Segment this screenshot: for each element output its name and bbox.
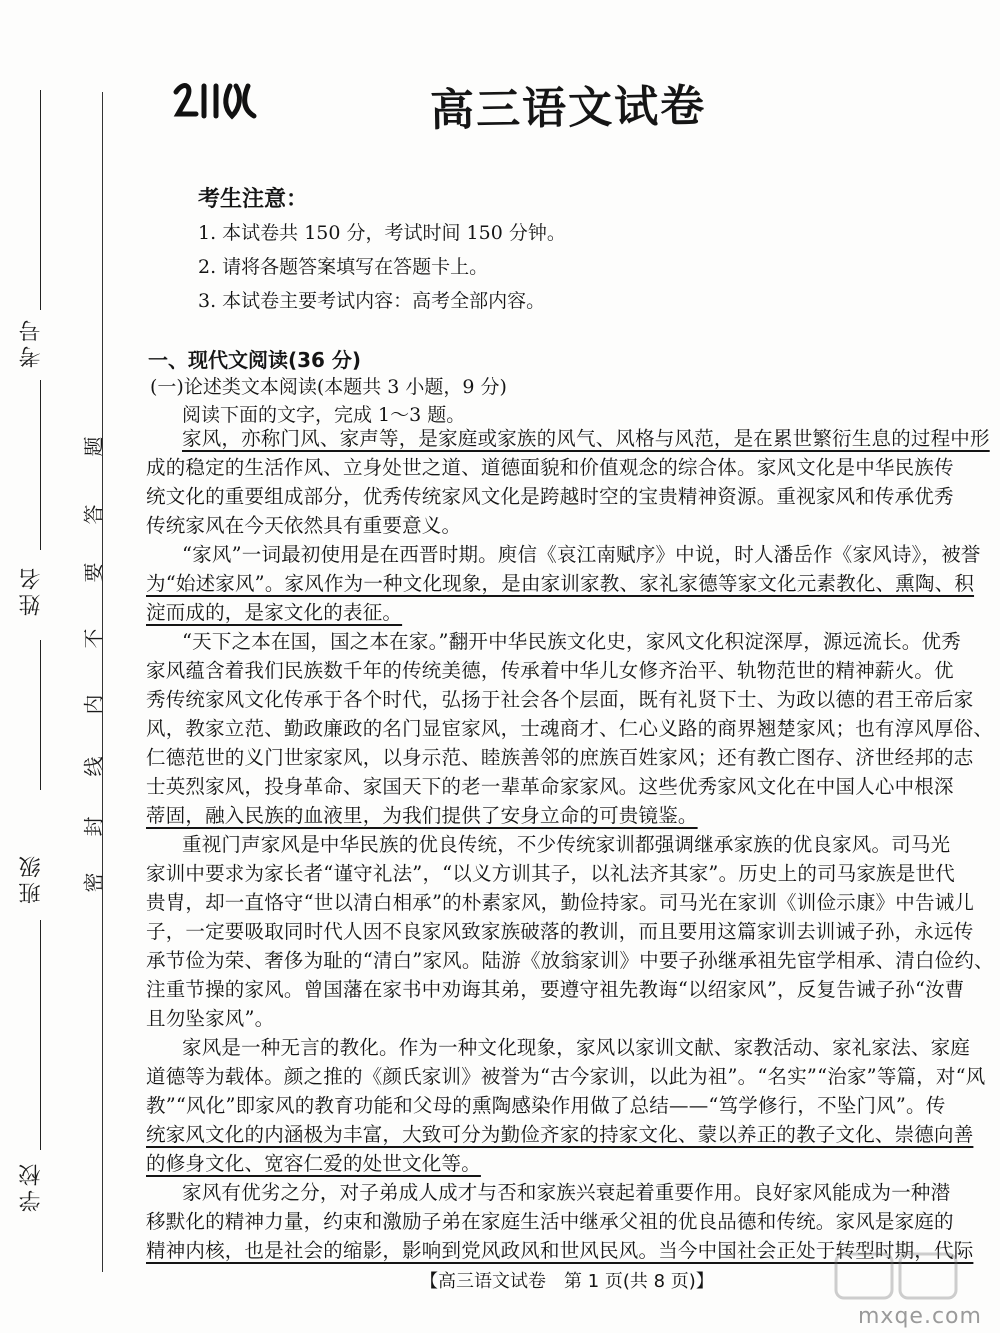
- seal-char: 内: [81, 694, 106, 715]
- passage-line: 且勿坠家风”。: [146, 1007, 275, 1030]
- page-footer: 【高三语文试卷 第 1 页(共 8 页)】: [420, 1271, 714, 1292]
- name-label: 姓名: [19, 564, 44, 616]
- passage-line: 注重节操的家风。曾国藩在家书中劝诲其弟，要遵守祖先教诲“以绍家风”，反复告诫子孙“汝曹: [146, 978, 965, 1001]
- notice-item: 3. 本试卷主要考试内容：高考全部内容。: [198, 290, 546, 312]
- passage-line: 贵胄，却一直恪守“世以清白相承”的朴素家风，勤俭持家。司马光在家训《训俭示康》中告诫儿: [146, 891, 975, 914]
- seal-char: 不: [81, 628, 106, 649]
- publisher-logo: [170, 78, 260, 120]
- class-label: 班级: [19, 852, 44, 904]
- passage-line: 重视门声家风是中华民族的优良传统，不少传统家训都强调继承家族的优良家风。司马光: [182, 833, 951, 856]
- passage-line: 教”“风化”即家风的教育功能和父母的熏陶感染作用做了总结——“笃学修行，不坠门风”。传: [146, 1094, 946, 1117]
- passage-line: 淀而成的，是家文化的表征。: [146, 601, 403, 624]
- passage-line: 移默化的精神力量，约束和激励子弟在家庭生活中继承父祖的优良品德和传统。家风是家庭的: [146, 1210, 954, 1233]
- passage-line: 成的稳定的生活作风、立身处世之道、道德面貌和价值观念的综合体。家风文化是中华民族传: [146, 456, 954, 479]
- exam-title: 高三语文试卷: [429, 80, 707, 137]
- passage-line: 家风是一种无言的教化。作为一种文化现象，家风以家训文献、家教活动、家礼家法、家庭: [182, 1036, 971, 1059]
- passage-line: 仁德范世的义门世家家风，以身示范、睦族善邻的庶族百姓家风；还有教亡图存、济世经邦的志: [146, 746, 974, 769]
- passage-line: 子，一定要吸取同时代人因不良家风致家族破落的教训，而且要用这篇家训去训诫子孙，永远传: [146, 920, 974, 943]
- passage-line: 传统家风在今天依然具有重要意义。: [146, 514, 462, 537]
- passage-line: 精神内核，也是社会的缩影，影响到党风政风和世风民风。当今中国社会正处于转型时期，代际: [146, 1239, 974, 1262]
- notice-item: 2. 请将各题答案填写在答题卡上。: [198, 256, 489, 278]
- section-heading: 一、现代文阅读(36 分): [148, 348, 362, 372]
- passage-line: 为“始述家风”。家风作为一种文化现象，是由家训家教、家礼家德等家文化元素教化、熏陶、积: [146, 572, 975, 595]
- school-label: 学校: [19, 1160, 44, 1212]
- section-subheading: (一)论述类文本阅读(本题共 3 小题，9 分): [150, 376, 507, 398]
- passage-line: 统家风文化的内涵极为丰富，大致可分为勤俭齐家的持家文化、蒙以养正的教子文化、崇德向善: [146, 1123, 974, 1146]
- passage-line: “天下之本在国，国之本在家。”翻开中华民族文化史，家风文化积淀深厚，源远流长。优秀: [182, 630, 961, 653]
- exam-no-fill-line: [40, 90, 41, 310]
- seal-char: 线: [81, 756, 106, 777]
- passage-line: 承节俭为荣、奢侈为耻的“清白”家风。陆游《放翁家训》中要子孙继承祖先宦学相承、清白俭约、: [146, 949, 994, 972]
- seal-char: 封: [81, 816, 106, 837]
- passage-line: 统文化的重要组成部分，优秀传统家风文化是跨越时空的宝贵精神资源。重视家风和传承优秀: [146, 485, 954, 508]
- seal-char: 密: [81, 872, 106, 893]
- passage-line: 家风有优劣之分，对子弟成人成才与否和家族兴衰起着重要作用。良好家风能成为一种潜: [182, 1181, 951, 1204]
- passage-line: “家风”一词最初使用是在西晋时期。庾信《哀江南赋序》中说，时人潘岳作《家风诗》，被誉: [182, 543, 981, 566]
- passage-line: 的修身文化、宽容仁爱的处世文化等。: [146, 1152, 481, 1175]
- name-fill-line-top: [40, 380, 41, 550]
- notice-item: 1. 本试卷共 150 分，考试时间 150 分钟。: [198, 222, 566, 244]
- seal-char: 答: [81, 504, 106, 525]
- seal-char: 题: [81, 436, 106, 457]
- passage-line: 家风，亦称门风、家声等，是家庭或家族的风气、风格与风范，是在累世繁衍生息的过程中形: [182, 427, 990, 450]
- passage-line: 家风蕴含着我们民族数千年的传统美德，传承着中华儿女修齐治平、轨物范世的精神薪火。优: [146, 659, 954, 682]
- passage-line: 家训中要求为家长者“谨守礼法”，“以义方训其子，以礼法齐其家”。历史上的司马家族是世代: [146, 862, 955, 885]
- passage-line: 士英烈家风，投身革命、家国天下的老一辈革命家家风。这些优秀家风文化在中国人心中根深: [146, 775, 954, 798]
- seal-char: 要: [81, 562, 106, 583]
- name-fill-line-bottom: [40, 640, 41, 790]
- exam-no-label: 考号: [19, 316, 44, 368]
- binding-line: [102, 92, 103, 1272]
- passage-line: 道德等为载体。颜之推的《颜氏家训》被誉为“古今家训，以此为祖”。“名实”“治家”等篇，对“风: [146, 1065, 986, 1088]
- notice-heading: 考生注意：: [198, 187, 309, 212]
- watermark-text: mxqe.com: [858, 1304, 982, 1329]
- passage-line: 秀传统家风文化传承于各个时代，弘扬于社会各个层面，既有礼贤下士、为政以德的君王帝后家: [146, 688, 974, 711]
- instruction: 阅读下面的文字，完成 1～3 题。: [182, 404, 466, 426]
- passage-line: 蒂固，融入民族的血液里，为我们提供了安身立命的可贵镜鉴。: [146, 804, 698, 827]
- class-fill-line: [40, 920, 41, 1150]
- passage-line: 风，教家立范、勤政廉政的名门显宦家风，士魂商才、仁心义路的商界翘楚家风；也有淳风厚俗、: [146, 717, 994, 740]
